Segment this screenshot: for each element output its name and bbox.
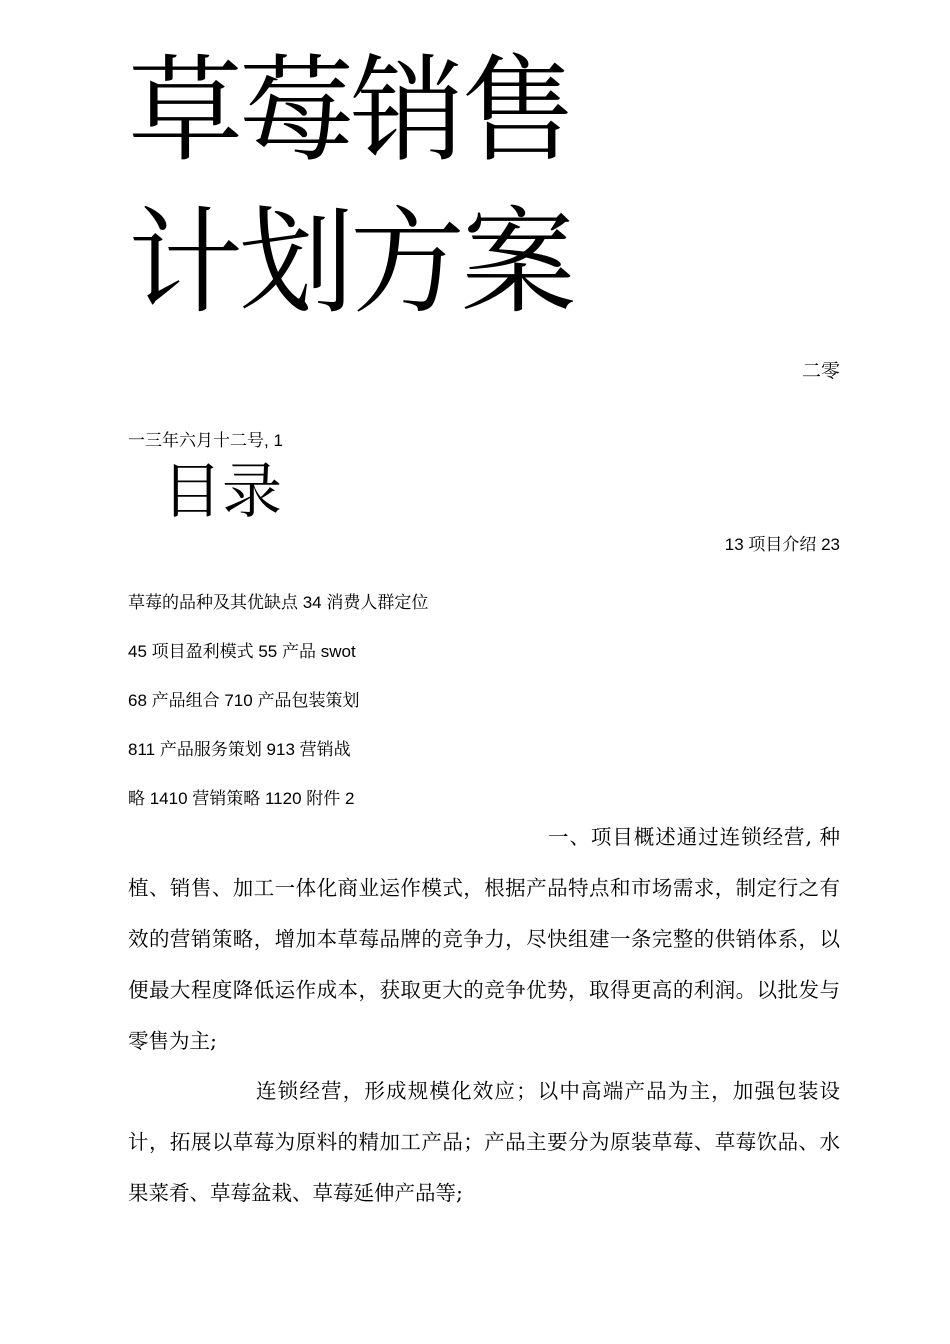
toc-line: 68 产品组合 710 产品包装策划 [128,691,360,710]
date-fragment-left: 一三年六月十二号, 1 [128,431,283,450]
toc-line: 45 项目盈利模式 55 产品 swot [128,642,356,661]
document-title-line-2: 计划方案 [128,196,573,330]
toc-line: 略 1410 营销策略 1120 附件 2 [128,789,355,808]
toc-line: 草莓的品种及其优缺点 34 消费人群定位 [128,593,429,612]
document-title-line-1: 草莓销售 [128,44,573,178]
project-overview-paragraph: 一、项目概述通过连锁经营, 种植、销售、加工一体化商业运作模式，根据产品特点和市场需求，制定行之有效的营销策略，增加本草莓品牌的竞争力，尽快组建一条完整的供销体系，以便最大程度降低运作成本，获取更大的竞争优势，取得更高的利润。以批发与零售为主; [128,825,840,1053]
toc-heading: 目录 [162,457,282,527]
date-fragment-right: 二零 [801,360,840,382]
toc-line: 811 产品服务策划 913 营销战 [128,740,351,759]
business-model-paragraph: 连锁经营，形成规模化效应；以中高端产品为主，加强包装设计，拓展以草莓为原料的精加工产品；产品主要分为原装草莓、草莓饮品、水果菜肴、草莓盆栽、草莓延伸产品等; [128,1079,840,1205]
toc-line: 13 项目介绍 23 [724,535,840,554]
